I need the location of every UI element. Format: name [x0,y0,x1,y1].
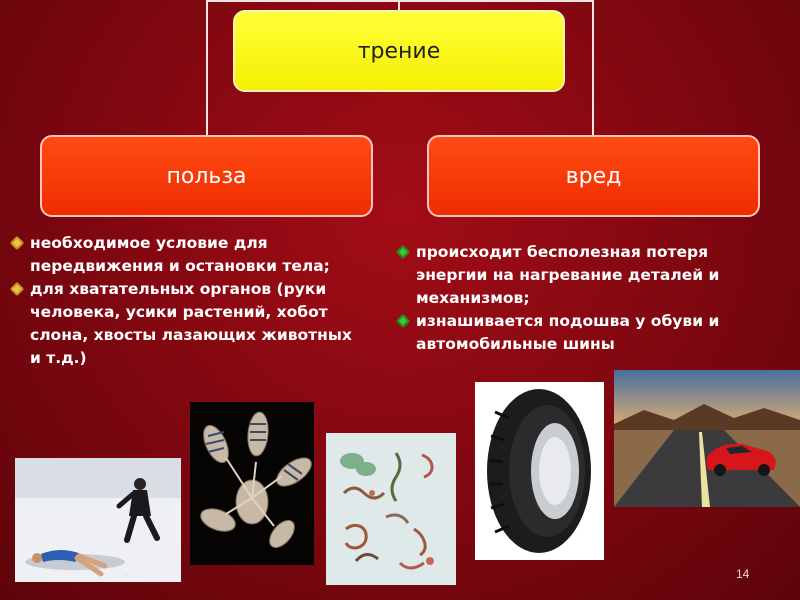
car-on-road-photo [614,370,800,507]
car-road-icon [614,370,800,507]
harm-text: изнашивается подошва у обуви и автомобильные шины [416,312,720,353]
tire-photo [475,382,604,560]
root-node-friction [233,10,565,92]
gecko-foot-icon [190,402,314,565]
diamond-bullet-icon [396,314,410,328]
branch-node-benefit [40,135,373,217]
skaters-photo [15,458,181,582]
branch-node-harm [427,135,760,217]
tire-icon [475,382,604,560]
connector-top-horizontal [206,0,594,2]
connector-root-vertical-left [206,0,208,135]
diamond-bullet-icon [10,236,24,250]
climbing-plants-photo [326,433,456,585]
benefit-text: необходимое условие для передвижения и остановки тела; [30,234,330,275]
diamond-bullet-icon [10,282,24,296]
list-item [398,241,783,310]
page-number: 14 [736,567,750,581]
skaters-illustration-icon [15,458,181,582]
diamond-bullet-icon [396,245,410,259]
harm-node-label: вред [565,163,622,189]
list-item [398,310,783,356]
tendrils-illustration-icon [326,433,456,585]
benefit-list [12,232,352,370]
root-node-label: трение [357,38,441,64]
list-item [12,232,352,278]
benefit-node-label: польза [166,163,247,189]
list-item [12,278,352,370]
svg-text:·: · [125,573,127,580]
harm-text: происходит бесполезная потеря энергии на нагревание деталей и механизмов; [416,243,720,307]
harm-list [398,241,783,356]
benefit-text: для хватательных органов (руки человека, усики растений, хобот слона, хвосты лазающих животных и т.д.) [30,280,352,367]
gecko-foot-photo [190,402,314,565]
connector-root-vertical-right [592,0,594,135]
